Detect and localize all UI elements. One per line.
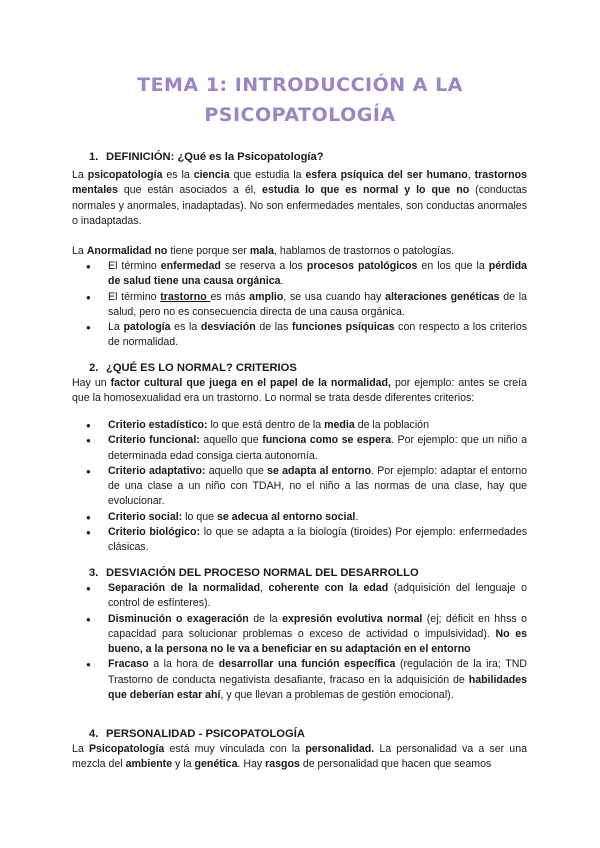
emphasis-text: trastorno bbox=[160, 290, 211, 303]
bullet-item: ● Criterio estadístico: lo que está dentro de la media de la población bbox=[72, 418, 527, 433]
emphasis-text: personalidad. bbox=[305, 743, 375, 755]
emphasis-text: Criterio social: bbox=[108, 510, 183, 523]
emphasis-text: Fracaso bbox=[108, 658, 149, 671]
emphasis-text: desarrollar una función específica bbox=[218, 658, 396, 671]
section-1-paragraph-1: La psicopatología es la ciencia que estudia la esfera psíquica del ser humano, trastornos mentales que están asociados a él, estudia lo que es normal y lo que no (conductas normales y anormales, inadaptadas). No son enfermedades mentales, son conductas anormales o inadaptadas. bbox=[72, 169, 528, 227]
emphasis-text: Anormalidad no bbox=[86, 245, 168, 257]
emphasis-text: amplio bbox=[249, 290, 284, 303]
bullet-item: ● Disminución o exageración de la expresión evolutiva normal (ej; déficit en hhss o capacidad para solucionar problemas o exceso de actividad o impulsividad). No es bueno, a la persona no le va a beneficiar en su adaptación en el entorno bbox=[86, 612, 527, 656]
bullet-dot-icon: ● bbox=[86, 614, 91, 624]
bullet-dot-icon: ● bbox=[86, 584, 91, 593]
bullet-dot-icon: ● bbox=[86, 323, 91, 333]
bullet-item: ● Criterio funcional: aquello que funciona como se espera. Por ejemplo: que un niño a determinada edad consiga cierta autonomía. bbox=[86, 434, 528, 462]
emphasis-text: enfermedad bbox=[160, 260, 221, 272]
emphasis-text: funciones psíquicas bbox=[291, 321, 395, 334]
bullet-dot-icon: ● bbox=[86, 262, 91, 271]
emphasis-text: patología bbox=[123, 321, 171, 334]
section-number: 4. bbox=[89, 728, 99, 740]
section-title: DEFINICIÓN: ¿Qué es la Psicopatología? bbox=[106, 151, 324, 163]
section-title: DESVIACIÓN DEL PROCESO NORMAL DEL DESARROLLO bbox=[106, 567, 419, 579]
emphasis-text: Disminución o exageración bbox=[108, 612, 249, 625]
emphasis-text: Criterio adaptativo: bbox=[108, 464, 206, 477]
emphasis-text: genética bbox=[194, 758, 238, 771]
section-4-heading bbox=[89, 728, 305, 740]
bullet-dot-icon: ● bbox=[86, 512, 91, 522]
bullet-item: ● El término enfermedad se reserva a los procesos patológicos en los que la pérdida de salud tiene una causa orgánica. bbox=[86, 260, 527, 288]
bullet-item: ● Fracaso a la hora de desarrollar una función específica (regulación de la ira; TND Trastorno de conducta negativista desafiante, fracaso en la adquisición de habilidades que deberían estar ahí, y que llevan a problemas de gestión emocional). bbox=[86, 658, 528, 702]
emphasis-text: No es bueno, a la persona no le va a beneficiar en su adaptación en el entorno bbox=[108, 627, 527, 656]
emphasis-text: coherente con la edad bbox=[268, 582, 389, 594]
emphasis-text: factor cultural que juega en el papel de la normalidad, bbox=[110, 377, 391, 389]
section-1-heading bbox=[89, 151, 324, 163]
bullet-item: ● Criterio adaptativo: aquello que se adapta al entorno. Por ejemplo: adaptar el entorno de una clase a un niño con TDAH, no el niño a las normas de una clase, hay que evolucionar. bbox=[86, 464, 528, 508]
bullet-dot-icon: ● bbox=[86, 436, 91, 446]
emphasis-text: se adapta al entorno bbox=[267, 464, 372, 477]
bullet-item: ● Separación de la normalidad, coherente con la edad (adquisición del lenguaje o control de esfínteres). bbox=[86, 582, 527, 610]
emphasis-text: psicopatología bbox=[87, 169, 163, 181]
emphasis-text: funciona como se espera bbox=[262, 434, 392, 447]
emphasis-text: estudia lo que es normal y lo que no bbox=[262, 184, 470, 197]
section-2-bullet-list bbox=[72, 418, 527, 556]
section-1-bullet-list bbox=[72, 259, 527, 351]
emphasis-text: Separación de la normalidad bbox=[108, 582, 261, 594]
section-1-paragraph-2: La Anormalidad no tiene porque ser mala, hablamos de trastornos o patologías. bbox=[72, 245, 455, 257]
emphasis-text: trastornos mentales bbox=[72, 169, 528, 197]
bullet-dot-icon: ● bbox=[86, 528, 91, 538]
bullet-dot-icon: ● bbox=[86, 660, 91, 670]
section-number: 3. bbox=[89, 567, 99, 579]
section-number: 1. bbox=[89, 151, 99, 163]
emphasis-text: mala bbox=[249, 245, 274, 257]
emphasis-text: pérdida de salud tiene una causa orgánica bbox=[108, 260, 527, 288]
emphasis-text: ciencia bbox=[193, 169, 230, 181]
emphasis-text: media bbox=[324, 419, 355, 431]
emphasis-text: Criterio estadístico: bbox=[108, 419, 208, 431]
section-3-heading bbox=[89, 567, 419, 579]
bullet-dot-icon: ● bbox=[86, 421, 91, 430]
emphasis-text: desviación bbox=[200, 321, 256, 334]
emphasis-text: expresión evolutiva normal bbox=[282, 612, 423, 625]
bullet-dot-icon: ● bbox=[86, 466, 91, 476]
title-line-1: TEMA 1: INTRODUCCIÓN A LA bbox=[137, 74, 463, 96]
emphasis-text: esfera psíquica del ser humano bbox=[305, 169, 468, 181]
section-2-paragraph-1: Hay un factor cultural que juega en el papel de la normalidad, por ejemplo: antes se creía que la homosexualidad era un trastorno. Lo normal se trata desde diferentes criterios: bbox=[72, 377, 528, 405]
emphasis-text: rasgos bbox=[265, 758, 300, 771]
emphasis-text: Criterio biológico: bbox=[108, 526, 200, 539]
bullet-dot-icon: ● bbox=[86, 292, 91, 302]
bullet-item: ● El término trastorno es más amplio, se usa cuando hay alteraciones genéticas de la salud, pero no es consecuencia directa de una causa orgánica. bbox=[86, 290, 528, 318]
title-line-2: PSICOPATOLOGÍA bbox=[204, 104, 396, 126]
bullet-item: ● Criterio social: lo que se adecua al entorno social. bbox=[72, 510, 527, 525]
emphasis-text: procesos patológicos bbox=[306, 260, 418, 272]
section-title: ¿QUÉ ES LO NORMAL? CRITERIOS bbox=[106, 362, 297, 374]
emphasis-text: Criterio funcional: bbox=[108, 434, 200, 447]
bullet-item: ● La patología es la desviación de las funciones psíquicas con respecto a los criterios de normalidad. bbox=[86, 321, 528, 349]
emphasis-text: Psicopatología bbox=[88, 743, 165, 755]
bullet-item: ● Criterio biológico: lo que se adapta a la biología (tiroides) Por ejemplo: enfermedades clásicas. bbox=[86, 526, 528, 554]
section-2-heading bbox=[89, 362, 297, 374]
section-4-paragraph-1: La Psicopatología está muy vinculada con la personalidad. La personalidad va a ser una mezcla del ambiente y la genética. Hay rasgos de personalidad que hacen que seamos bbox=[72, 743, 527, 771]
emphasis-text: ambiente bbox=[125, 758, 173, 771]
section-title: PERSONALIDAD - PSICOPATOLOGÍA bbox=[106, 728, 305, 740]
section-3-bullet-list bbox=[72, 581, 527, 703]
section-number: 2. bbox=[89, 362, 99, 374]
emphasis-text: se adecua al entorno social bbox=[216, 510, 356, 523]
emphasis-text: habilidades que deberían estar ahí bbox=[108, 673, 527, 702]
emphasis-text: alteraciones genéticas bbox=[385, 290, 500, 303]
